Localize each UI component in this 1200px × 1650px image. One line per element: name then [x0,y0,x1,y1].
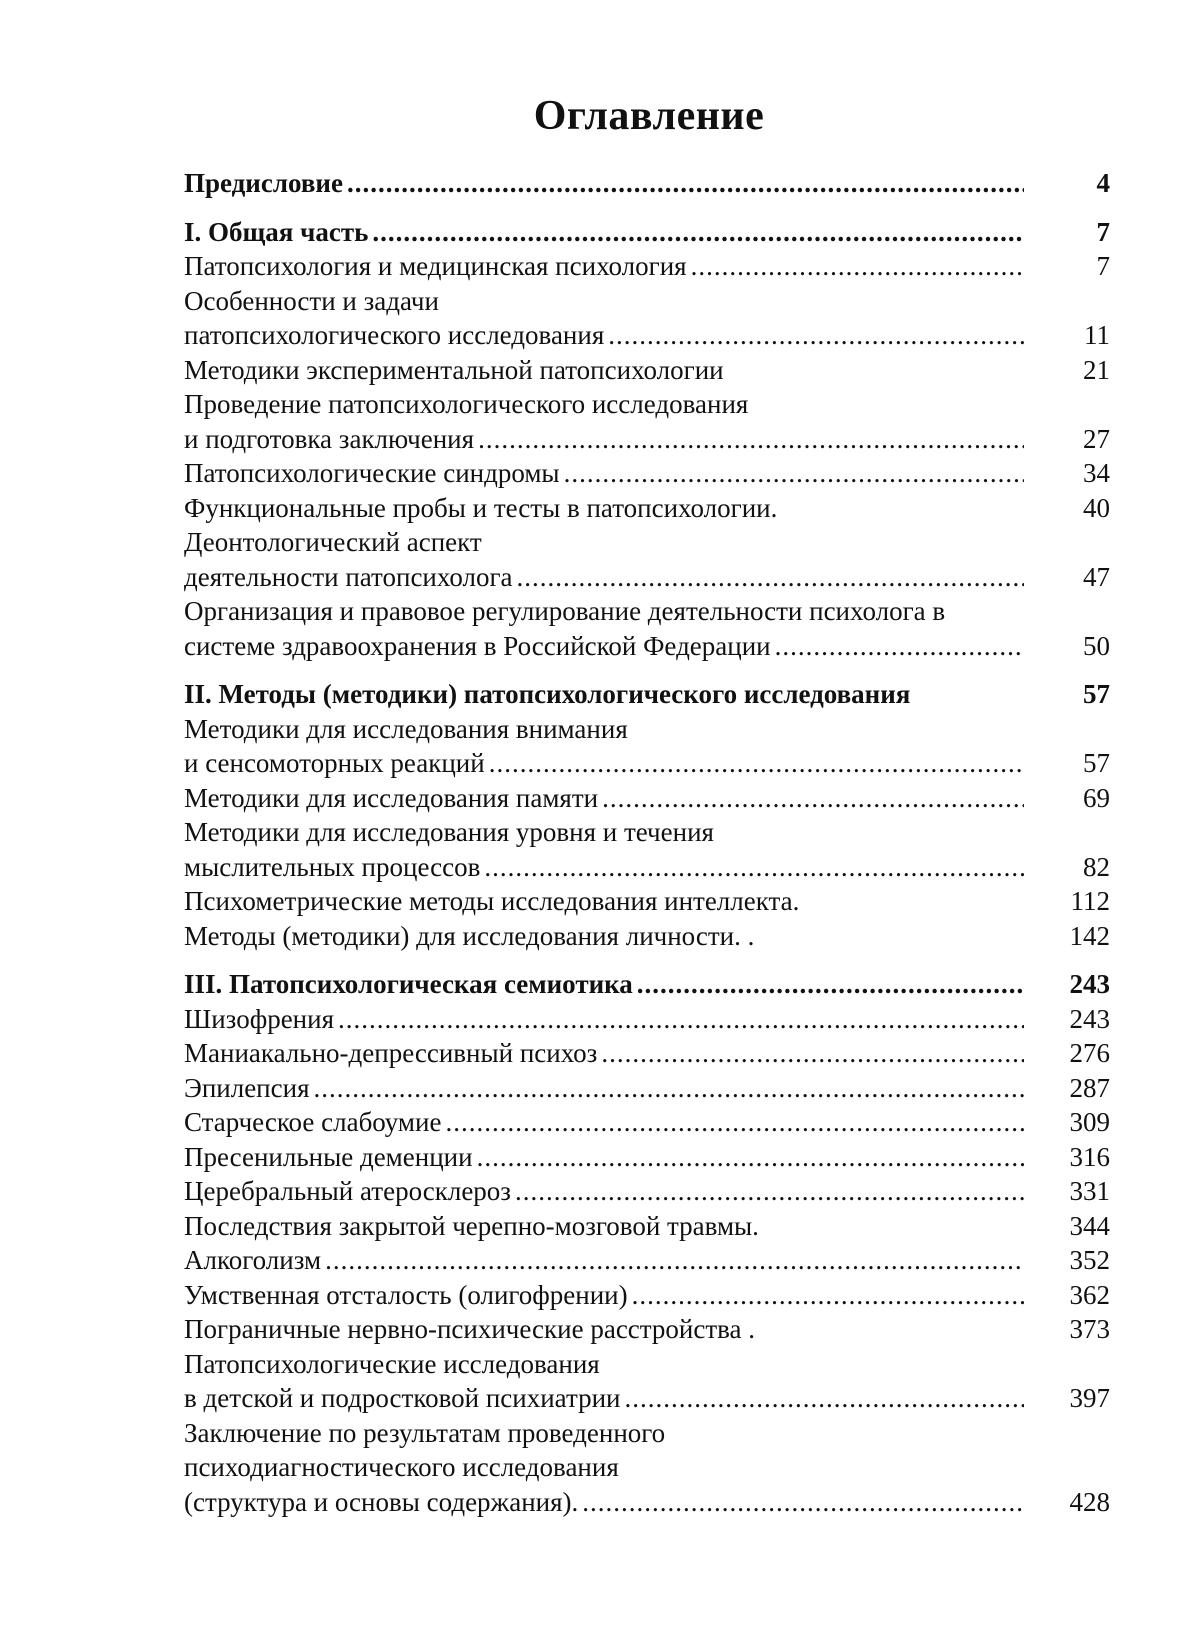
page-number: 7 [1096,216,1110,247]
toc-entry-text: Методики экспериментальной патопсихологии [184,354,724,385]
toc-entry-row [184,560,1114,595]
dot-leader [628,1278,1024,1313]
dot-leader [334,1002,1024,1037]
toc-entry-text: Предисловие [184,168,343,198]
page-number: 428 [1069,1486,1110,1517]
toc-entry-row [184,1140,1114,1175]
page-number: 112 [1070,886,1110,916]
page-number: 21 [1083,354,1110,385]
toc-entry [184,1278,1114,1313]
toc-entry [184,1105,1114,1140]
page-number: 50 [1083,630,1110,661]
toc-entry-text: Особенности и задачи [184,285,439,316]
toc-entry-text: Методы (методики) для исследования личности. . [184,920,755,951]
dot-leader [560,456,1024,491]
dot-leader [485,746,1024,781]
toc-entry-row [184,422,1114,457]
toc-entry-text: III. Патопсихологическая семиотика [184,969,633,999]
toc-entry-row [184,1036,1114,1071]
toc-entry [184,456,1114,491]
toc-entry-text: Организация и правовое регулирование деятельности психолога в [184,596,946,626]
toc-entry-text: Заключение по результатам проведенного [184,1417,666,1448]
toc-entry-text: Методики для исследования уровня и течения [184,817,714,847]
toc-entry [184,353,1114,388]
page-title: Оглавление [533,93,765,139]
dot-leader [771,629,1024,664]
toc-entry-row [184,491,1114,526]
toc-entry-row [184,456,1114,491]
toc-entry-text: Последствия закрытой черепно-мозговой травмы. [184,1210,759,1241]
toc-entry [184,1243,1114,1278]
toc-entry [184,919,1114,954]
page-number: 331 [1069,1176,1110,1206]
toc-entry [184,815,1114,884]
toc-entry [184,491,1114,526]
page-number: 362 [1069,1279,1110,1310]
dot-leader [321,1243,1024,1278]
toc-entry-text: Шизофрения [184,1003,334,1034]
toc-entry [184,387,1114,456]
toc-entry-text: Патопсихологические синдромы [184,458,560,488]
toc-entry-row [184,1485,1114,1520]
page-number: 352 [1069,1245,1110,1275]
dot-leader [598,781,1024,816]
toc-entry-text: Патопсихология и медицинская психология [184,251,687,281]
toc-entry-text: психодиагностического исследования [184,1452,619,1482]
toc-entry-row [184,1174,1114,1209]
toc-entry-row [184,318,1114,353]
page-number: 287 [1069,1072,1110,1103]
toc-entry [184,1347,1114,1416]
toc-entry-row [184,677,1114,712]
dot-leader [687,249,1024,284]
page-number: 316 [1069,1141,1110,1172]
toc-entry-row [184,1209,1114,1244]
page-number: 57 [1083,679,1110,709]
toc-entry [184,1174,1114,1209]
toc-page [184,0,1114,1650]
page-number: 34 [1083,458,1110,488]
page-number: 373 [1069,1314,1110,1344]
toc-entry [184,525,1114,594]
dot-leader [597,1036,1024,1071]
toc-entry-row [184,1278,1114,1313]
toc-entry [184,781,1114,816]
toc-entry-text: Эпилепсия [184,1072,310,1103]
dot-leader [480,850,1024,885]
toc-entry-text: Пресенильные деменции [184,1141,473,1172]
toc-entry-text: в детской и подростковой психиатрии [184,1383,621,1413]
toc-entry-text: и подготовка заключения [184,423,475,454]
page-number: 344 [1069,1210,1110,1241]
toc-entry-text: Пограничные нервно-психические расстройства . [184,1314,756,1344]
toc-entry-row [184,746,1114,781]
toc-entry [184,594,1114,663]
toc-section-heading [184,967,1114,1002]
toc-entry-row [184,1312,1114,1347]
page-number: 4 [1096,168,1110,198]
dot-leader [578,1485,1024,1520]
toc-entry-text: Патопсихологические исследования [184,1348,600,1379]
page-number: 7 [1096,251,1110,281]
dot-leader [621,1381,1025,1416]
toc-entry-row [184,1243,1114,1278]
dot-leader [309,1071,1024,1106]
toc-entry-row [184,215,1114,250]
dot-leader [604,318,1024,353]
toc-entry [184,1209,1114,1244]
toc-entry-text: Деонтологический аспект [184,527,482,557]
toc-entry [184,1416,1114,1520]
dot-leader [473,1140,1024,1175]
toc-entry-row [184,919,1114,954]
toc-entry-text: Проведение патопсихологического исследования [184,389,749,419]
page-number: 57 [1083,748,1110,778]
toc-entry [184,1071,1114,1106]
toc-entry-text: системе здравоохранения в Российской Федерации [184,630,771,661]
toc-entry-text: Психометрические методы исследования интеллекта. [184,886,800,916]
dot-leader [343,166,1024,201]
toc-entry-row [184,1105,1114,1140]
toc-entry-row [184,850,1114,885]
toc-entry [184,1140,1114,1175]
dot-leader [441,1105,1024,1140]
toc-entry-text: патопсихологического исследования [184,320,605,350]
toc-section-heading [184,166,1114,201]
page-number: 243 [1069,969,1110,999]
toc-entry-row [184,1002,1114,1037]
toc-entry-list [184,166,1114,1519]
dot-leader [513,560,1024,595]
toc-entry-row [184,967,1114,1002]
toc-entry-text: Старческое слабоумие [184,1107,442,1137]
toc-entry-row [184,884,1114,919]
toc-entry-text: деятельности патопсихолога [184,561,513,592]
toc-entry-text: I. Общая часть [184,216,369,247]
toc-entry-text: Маниакально-депрессивный психоз [184,1038,598,1068]
toc-section-heading [184,215,1114,250]
toc-entry-text: (структура и основы содержания). [184,1486,579,1517]
toc-entry-row [184,629,1114,664]
toc-entry-text: Алкоголизм [184,1245,322,1275]
toc-entry [184,1312,1114,1347]
page-number: 276 [1069,1038,1110,1068]
page-number: 27 [1083,423,1110,454]
toc-entry-text: и сенсомоторных реакций [184,748,485,778]
toc-entry-text: II. Методы (методики) патопсихологического исследования [184,679,911,709]
page-number: 11 [1084,320,1110,350]
dot-leader [368,215,1024,250]
toc-entry-text: Функциональные пробы и тесты в патопсихологии. [184,492,778,523]
toc-section-heading [184,677,1114,712]
page-number: 243 [1069,1003,1110,1034]
dot-leader [511,1174,1024,1209]
page-number: 397 [1069,1383,1110,1413]
page-number: 142 [1069,920,1110,951]
toc-entry [184,712,1114,781]
page-number: 40 [1083,492,1110,523]
toc-entry-text: мыслительных процессов [184,851,481,882]
toc-entry-row [184,1071,1114,1106]
toc-entry-row [184,1381,1114,1416]
toc-entry [184,249,1114,284]
toc-entry-row [184,166,1114,201]
page-number: 47 [1083,561,1110,592]
toc-entry [184,1036,1114,1071]
page-number: 69 [1083,782,1110,813]
toc-entry-text: Методики для исследования памяти [184,782,599,813]
toc-entry-text: Методики для исследования внимания [184,713,628,744]
toc-entry [184,1002,1114,1037]
toc-entry [184,284,1114,353]
toc-entry-row [184,781,1114,816]
toc-entry-row [184,249,1114,284]
toc-entry-row [184,353,1114,388]
dot-leader [474,422,1024,457]
toc-entry-text: Умственная отсталость (олигофрении) [184,1279,628,1310]
toc-entry-text: Церебральный атеросклероз [184,1176,511,1206]
page-number: 309 [1069,1107,1110,1137]
dot-leader [633,967,1024,1002]
page-number: 82 [1083,851,1110,882]
toc-entry [184,884,1114,919]
